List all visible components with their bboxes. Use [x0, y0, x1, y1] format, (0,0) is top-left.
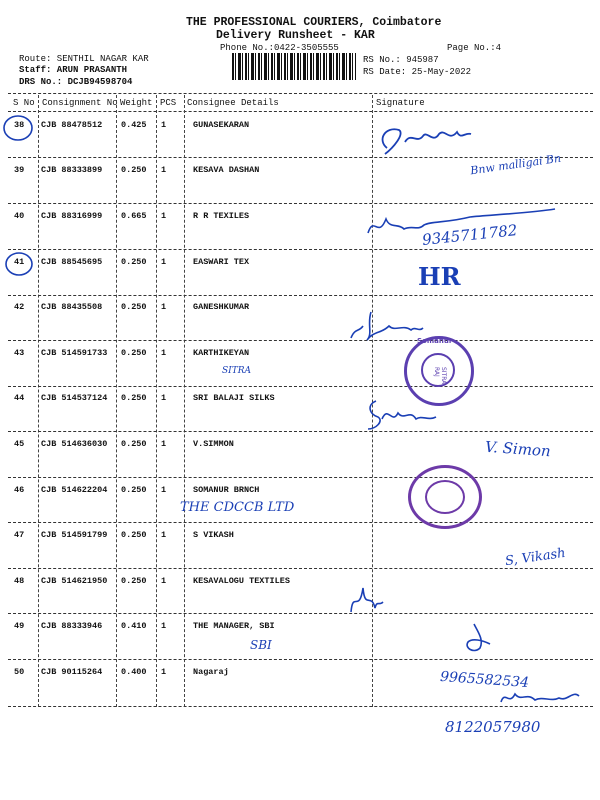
row-sno: 47	[14, 530, 25, 540]
seal-stamp-row46	[408, 465, 482, 529]
row-sno: 49	[14, 621, 25, 631]
row-pcs: 1	[161, 211, 167, 221]
row-rule	[8, 522, 593, 523]
row-sno: 45	[14, 439, 25, 449]
row-pcs: 1	[161, 439, 167, 449]
seal-stamp-row43	[404, 336, 474, 406]
drs-number: DRS No.: DCJB94598704	[19, 77, 133, 87]
handwriting-row41: HR	[418, 262, 461, 291]
row-consignee: SRI BALAJI SILKS	[193, 393, 275, 403]
row-sno: 50	[14, 667, 25, 677]
row-sno: 40	[14, 211, 25, 221]
col-header-sno: S No	[13, 98, 35, 108]
row-pcs: 1	[161, 485, 167, 495]
barcode	[232, 53, 356, 80]
row-weight: 0.665	[121, 211, 147, 221]
row-sno: 46	[14, 485, 25, 495]
table-row	[0, 257, 600, 277]
row-weight: 0.250	[121, 257, 147, 267]
row-rule	[8, 295, 593, 296]
row-consignee: KARTHIKEYAN	[193, 348, 250, 358]
handwriting-row40-phone: 9345711782	[421, 221, 519, 249]
row-consignee: KESAVALOGU TEXTILES	[193, 576, 290, 586]
row-consignee: V.SIMMON	[193, 439, 234, 449]
row-consignee: GANESHKUMAR	[193, 302, 250, 312]
row-consignee: THE MANAGER, SBI	[193, 621, 275, 631]
handwriting-row47: S, Vikash	[504, 545, 567, 570]
row-pcs: 1	[161, 302, 167, 312]
runsheet-title: Delivery Runsheet - KAR	[216, 29, 375, 42]
row-weight: 0.250	[121, 576, 147, 586]
row-consignment: CJB 88333946	[41, 621, 103, 631]
signature-42	[345, 308, 425, 344]
row-sno: 48	[14, 576, 25, 586]
row-consignment: CJB 514591733	[41, 348, 108, 358]
handwriting-row45: V. Simon	[484, 437, 552, 461]
row-consignee: R R TEXILES	[193, 211, 250, 221]
row-weight: 0.250	[121, 393, 147, 403]
table-row	[0, 485, 600, 505]
row-consignment: CJB 88545695	[41, 257, 103, 267]
table-row	[0, 621, 600, 641]
row-consignment: CJB 514537124	[41, 393, 108, 403]
row-rule	[8, 386, 593, 387]
stamp-text: Somanur	[417, 337, 453, 345]
row-pcs: 1	[161, 393, 167, 403]
handwriting-row43: SITRA	[222, 366, 251, 376]
table-row	[0, 120, 600, 140]
row-consignment: CJB 90115264	[41, 667, 103, 677]
row-rule	[8, 477, 593, 478]
table-row	[0, 348, 600, 368]
row-rule	[8, 340, 593, 341]
phone-number: Phone No.:0422-3505555	[220, 43, 339, 53]
row-sno: 39	[14, 165, 25, 175]
circle-mark-41	[2, 247, 42, 283]
company-name: THE PROFESSIONAL COURIERS, Coimbatore	[186, 16, 442, 29]
col-header-consignment: Consignment No	[42, 98, 118, 108]
table-row	[0, 576, 600, 596]
signature-38	[375, 118, 485, 166]
row-consignment: CJB 88435508	[41, 302, 103, 312]
row-weight: 0.425	[121, 120, 147, 130]
row-sno: 41	[14, 257, 25, 267]
rs-number: RS No.: 945987	[363, 55, 439, 65]
signature-49	[460, 620, 496, 656]
col-header-pcs: PCS	[160, 98, 177, 108]
row-consignment: CJB 514621950	[41, 576, 108, 586]
row-pcs: 1	[161, 165, 167, 175]
col-header-consignee: Consignee Details	[187, 98, 279, 108]
handwriting-row50-phone2: 8122057980	[445, 718, 541, 736]
table-row	[0, 393, 600, 413]
staff: Staff: ARUN PRASANTH	[19, 65, 128, 75]
row-weight: 0.250	[121, 165, 147, 175]
row-rule	[8, 613, 593, 614]
row-pcs: 1	[161, 257, 167, 267]
row-rule	[8, 431, 593, 432]
header-top-rule	[8, 93, 593, 94]
row-consignment: CJB 514622204	[41, 485, 108, 495]
col-header-signature: Signature	[376, 98, 425, 108]
row-pcs: 1	[161, 120, 167, 130]
row-consignment: CJB 88316999	[41, 211, 103, 221]
handwriting-row39: Bnw malligai Bn	[469, 151, 562, 178]
row-consignee: Nagaraj	[193, 667, 229, 677]
row-pcs: 1	[161, 348, 167, 358]
row-weight: 0.250	[121, 530, 147, 540]
row-rule	[8, 157, 593, 158]
route: Route: SENTHIL NAGAR KAR	[19, 54, 149, 64]
row-pcs: 1	[161, 667, 167, 677]
row-rule	[8, 203, 593, 204]
row-consignee: SOMANUR BRNCH	[193, 485, 260, 495]
row-consignee: GUNASEKARAN	[193, 120, 250, 130]
row-weight: 0.250	[121, 302, 147, 312]
row-rule	[8, 659, 593, 660]
row-weight: 0.400	[121, 667, 147, 677]
row-consignment: CJB 88333899	[41, 165, 103, 175]
row-rule	[8, 249, 593, 250]
header-bottom-rule	[8, 111, 593, 112]
row-weight: 0.250	[121, 485, 147, 495]
row-consignment: CJB 514591799	[41, 530, 108, 540]
row-consignee: S VIKASH	[193, 530, 234, 540]
table-row	[0, 302, 600, 322]
rs-date: RS Date: 25-May-2022	[363, 67, 472, 77]
row-consignee: KESAVA DASHAN	[193, 165, 260, 175]
handwriting-row46: THE CDCCB LTD	[180, 500, 295, 515]
row-consignment: CJB 514636030	[41, 439, 108, 449]
row-weight: 0.250	[121, 439, 147, 449]
row-pcs: 1	[161, 621, 167, 631]
stamp-text: SITRA RAJ	[433, 367, 447, 385]
row-pcs: 1	[161, 530, 167, 540]
row-sno: 44	[14, 393, 25, 403]
row-weight: 0.250	[121, 348, 147, 358]
row-sno: 43	[14, 348, 25, 358]
handwriting-row49: SBI	[250, 638, 272, 652]
col-header-weight: Weight	[120, 98, 153, 108]
row-consignment: CJB 88478512	[41, 120, 103, 130]
circle-mark-38	[0, 110, 40, 150]
row-pcs: 1	[161, 576, 167, 586]
handwriting-row50-phone1: 9965582534	[439, 668, 530, 692]
page-number: Page No.:4	[447, 43, 502, 53]
signature-48	[345, 580, 385, 620]
row-sno: 38	[14, 120, 25, 130]
row-weight: 0.410	[121, 621, 147, 631]
row-sno: 42	[14, 302, 25, 312]
row-consignee: EASWARI TEX	[193, 257, 250, 267]
table-row	[0, 530, 600, 550]
